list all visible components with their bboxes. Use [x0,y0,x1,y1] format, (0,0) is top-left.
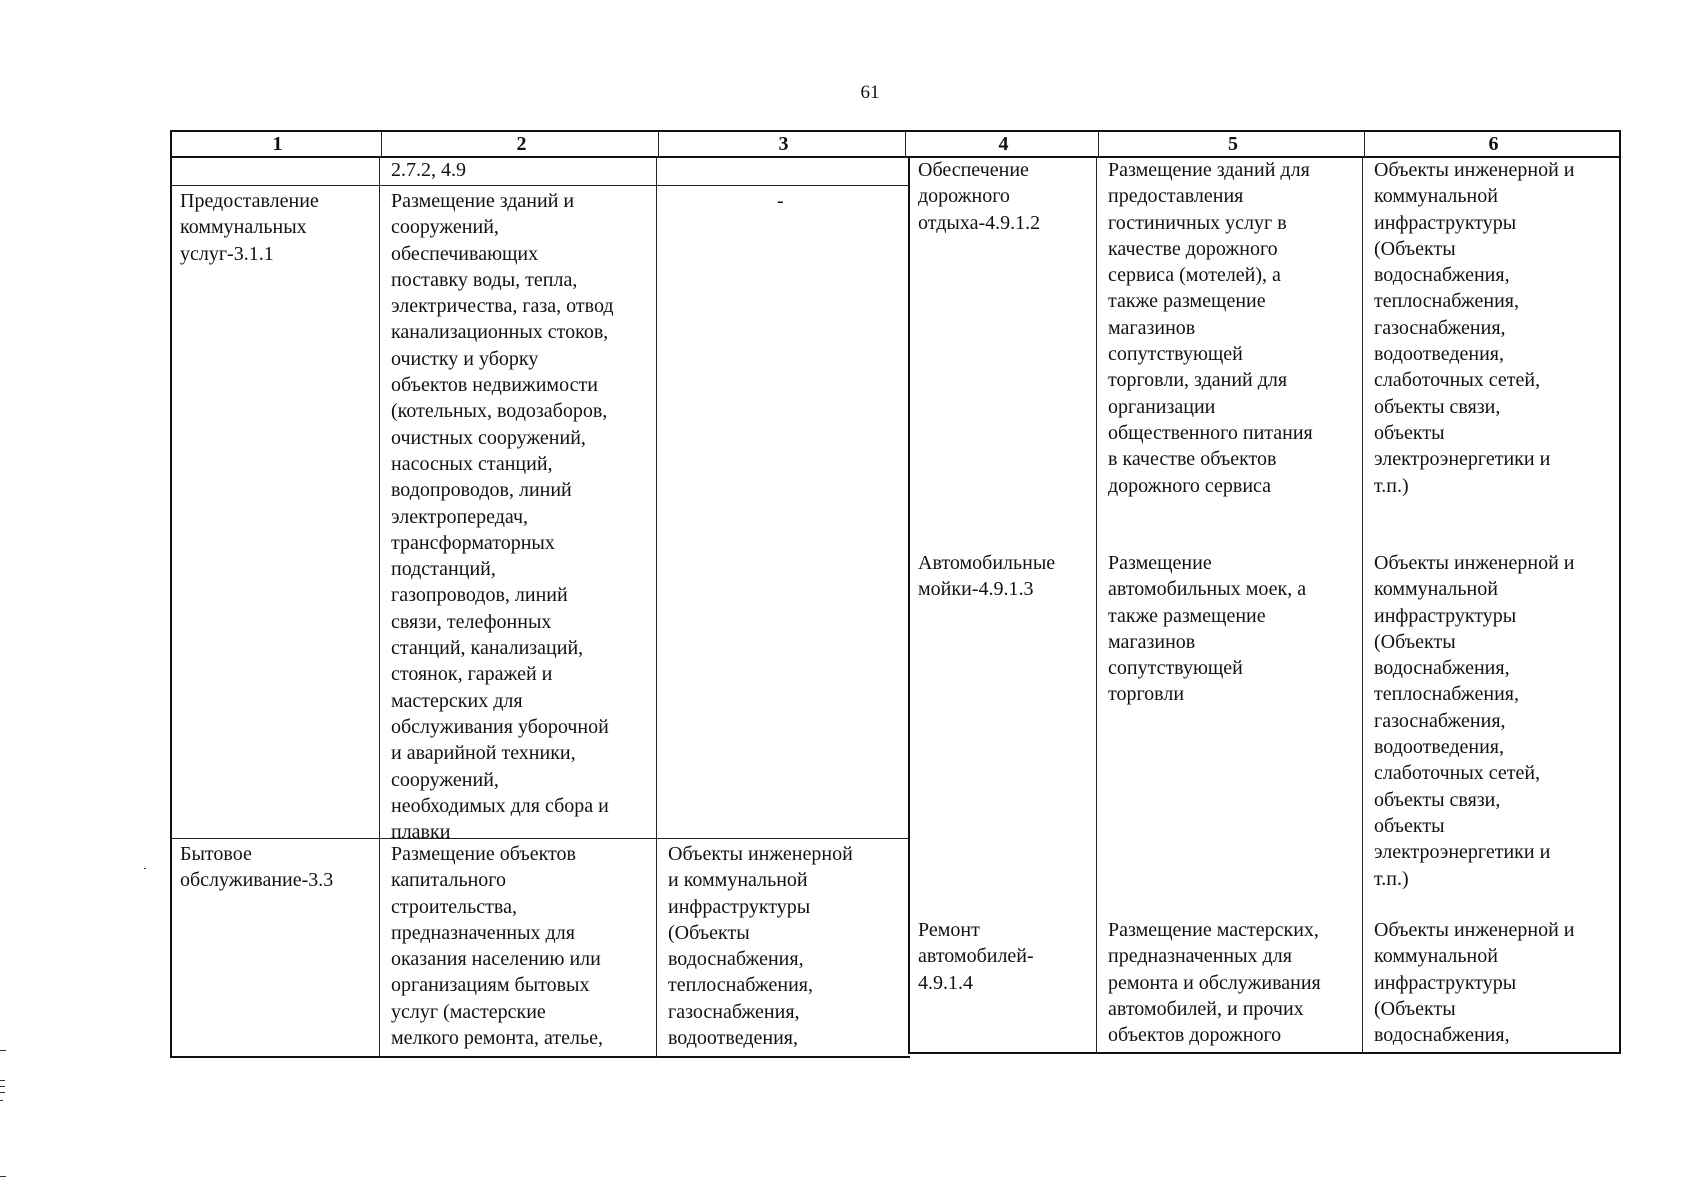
scan-mark [144,868,146,869]
cell-row1-col2: Размещение зданий и сооружений, обеспечивающих поставку воды, тепла, электричества, газа, отвод канализационных стоков, очистку и уборку объектов недвижимости (котельных, водозаборов, очистных сооружений, насосных станций, водопроводов, линий электропередач, трансформаторных подстанций, газопроводов, линий связи, телефонных станций, канализаций, стоянок, гаражей и мастерских для обслуживания уборочной и аварийной техники, сооружений, необходимых для сбора и плавки [391,190,614,844]
header-divider [1364,132,1365,158]
header-divider [381,132,382,158]
header-col-5: 5 [1228,133,1238,155]
cell-row1-col3: - [777,190,784,212]
col-divider [1362,158,1363,1054]
col-divider [379,158,380,1058]
header-col-4: 4 [998,133,1009,155]
cell-entry2-col5: Размещение автомобильных моек, а также размещение магазинов сопутствующей торговли [1108,552,1307,706]
scan-mark [0,1092,5,1093]
header-divider [1098,132,1099,158]
cell-entry3-col6: Объекты инженерной и коммунальной инфраструктуры (Объекты водоснабжения, [1374,919,1575,1047]
scan-mark [0,1100,3,1101]
scan-mark [0,1050,6,1051]
cell-entry1-col6: Объекты инженерной и коммунальной инфраструктуры (Объекты водоснабжения, теплоснабжения, газоснабжения, водоотведения, слаботочных сетей, объекты связи, объекты электроэнергетики и т.п.) [1374,159,1575,497]
cell-row2-col1: Бытовое обслуживание-3.3 [180,843,334,892]
row-divider [170,185,910,186]
table-header-row [170,130,1621,158]
header-col-3: 3 [778,133,789,155]
header-divider [658,132,659,158]
cell-entry1-col5: Размещение зданий для предоставления гостиничных услуг в качестве дорожного сервиса (мотелей), а также размещение магазинов сопутствующей торговли, зданий для организации общественного питания в качестве объектов дорожного сервиса [1108,159,1313,497]
cell-entry2-col4: Автомобильные мойки-4.9.1.3 [918,552,1056,601]
header-col-6: 6 [1488,133,1499,155]
cell-entry3-col4: Ремонт автомобилей- 4.9.1.4 [918,919,1034,994]
header-col-2: 2 [516,133,527,155]
cell-row1-col1: Предоставление коммунальных услуг-3.1.1 [180,190,319,265]
col-divider [1096,158,1097,1054]
header-col-1: 1 [272,133,283,155]
cell-row2-col3: Объекты инженерной и коммунальной инфраструктуры (Объекты водоснабжения, теплоснабжения, газоснабжения, водоотведения, [668,843,853,1050]
col-divider [656,158,657,1058]
cell-entry1-col4: Обеспечение дорожного отдыха-4.9.1.2 [918,159,1041,234]
cell-entry2-col6: Объекты инженерной и коммунальной инфраструктуры (Объекты водоснабжения, теплоснабжения, газоснабжения, водоотведения, слаботочных сетей, объекты связи, объекты электроэнергетики и т.п.) [1374,552,1575,890]
page-number: 61 [860,82,880,103]
cell-row2-col2: Размещение объектов капитального строительства, предназначенных для оказания населению или организациям бытовых услуг (мастерские мелкого ремонта, ателье, [391,843,603,1050]
scan-mark [0,1080,5,1081]
header-divider [905,132,906,158]
scan-mark [0,1176,6,1177]
cell-entry3-col5: Размещение мастерских, предназначенных для ремонта и обслуживания автомобилей, и прочих объектов дорожного [1108,919,1321,1047]
scan-mark [0,1086,5,1087]
cell-row0-col2: 2.7.2, 4.9 [391,159,466,181]
